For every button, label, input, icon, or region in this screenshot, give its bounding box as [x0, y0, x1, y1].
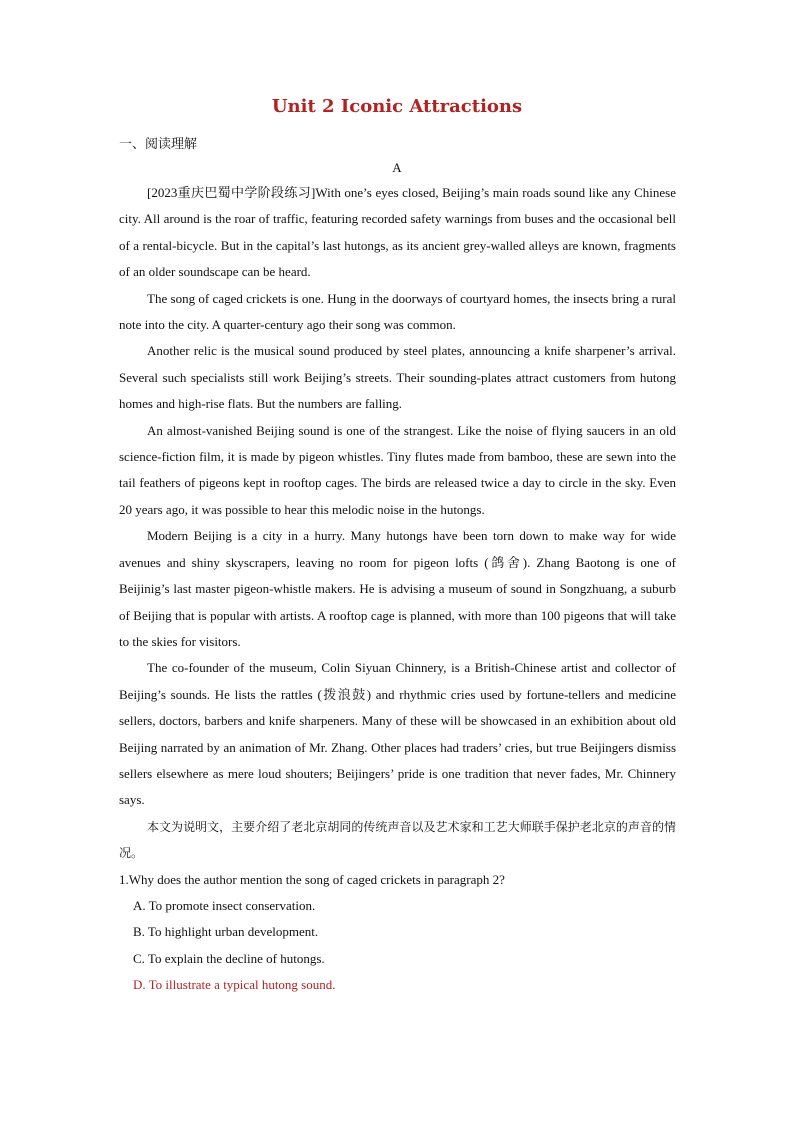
option-d-answer: D. To illustrate a typical hutong sound. — [133, 977, 336, 993]
paragraph-1: [2023重庆巴蜀中学阶段练习]With one’s eyes closed, Beijing’s main roads sound like any Chinese city. All around is the roar of traffic, featuring recorded safety warnings from buses and the occasional bell of a rental-bicycle. But in the capital’s last hutongs, as its ancient grey-walled alleys are known, fragments of an older soundscape can be heard. — [119, 185, 676, 280]
option-a: A. To promote insect conservation. — [133, 897, 316, 913]
option-b: B. To highlight urban development. — [133, 924, 319, 940]
paragraph-5: Modern Beijing is a city in a hurry. Many hutongs have been torn down to make way for wide avenues and shiny skyscrapers, leaving no room for pigeon lofts (鸽舍). Zhang Baotong is one of Beijinig’s last master pigeon-whistle makers. He is advising a museum of sound in Songzhuang, a suburb of Beijing that is popular with artists. A rooftop cage is planned, with more than 100 pigeons that will take to the skies for visitors. — [119, 528, 676, 649]
passage-body — [119, 180, 676, 999]
paragraph-6: The co-founder of the museum, Colin Siyuan Chinnery, is a British-Chinese artist and collector of Beijing’s sounds. He lists the rattles (拨浪鼓) and rhythmic cries used by fortune-tellers and medicine sellers, doctors, barbers and knife sharpeners. Many of these will be showcased in an exhibition about old Beijing narrated by an animation of Mr. Zhang. Other places had traders’ cries, but true Beijingers dismiss sellers elsewhere as mere loud shouters; Beijingers’ pride is one tradition that never fades, Mr. Chinnery says. — [119, 660, 676, 808]
page-title: Unit 2 Iconic Attractions — [271, 96, 523, 117]
question-stem: 1.Why does the author mention the song of caged crickets in paragraph 2? — [119, 871, 505, 887]
paragraph-3: Another relic is the musical sound produced by steel plates, announcing a knife sharpener’s arrival. Several such specialists still work Beijing’s streets. Their sounding-plates attract customers from hutong homes and high-rise flats. But the numbers are falling. — [119, 343, 676, 412]
paragraph-2: The song of caged crickets is one. Hung in the doorways of courtyard homes, the insects bring a rural note into the city. A quarter-century ago their song was common. — [119, 290, 676, 333]
paragraph-4: An almost-vanished Beijing sound is one of the strangest. Like the noise of flying saucers in an old science-fiction film, it is made by pigeon whistles. Tiny flutes made from bamboo, these are sewn into the tail feathers of pigeons kept in rooftop cages. The birds are released twice a day to circle in the sky. Even 20 years ago, it was possible to hear this melodic noise in the hutongs. — [119, 422, 676, 517]
section-heading: 一、阅读理解 — [119, 137, 198, 152]
option-c: C. To explain the decline of hutongs. — [133, 950, 325, 966]
passage-label: A — [392, 160, 402, 175]
passage-summary: 本文为说明文，主要介绍了老北京胡同的传统声音以及艺术家和工艺大师联手保护老北京的声音的情况。 — [119, 819, 676, 861]
